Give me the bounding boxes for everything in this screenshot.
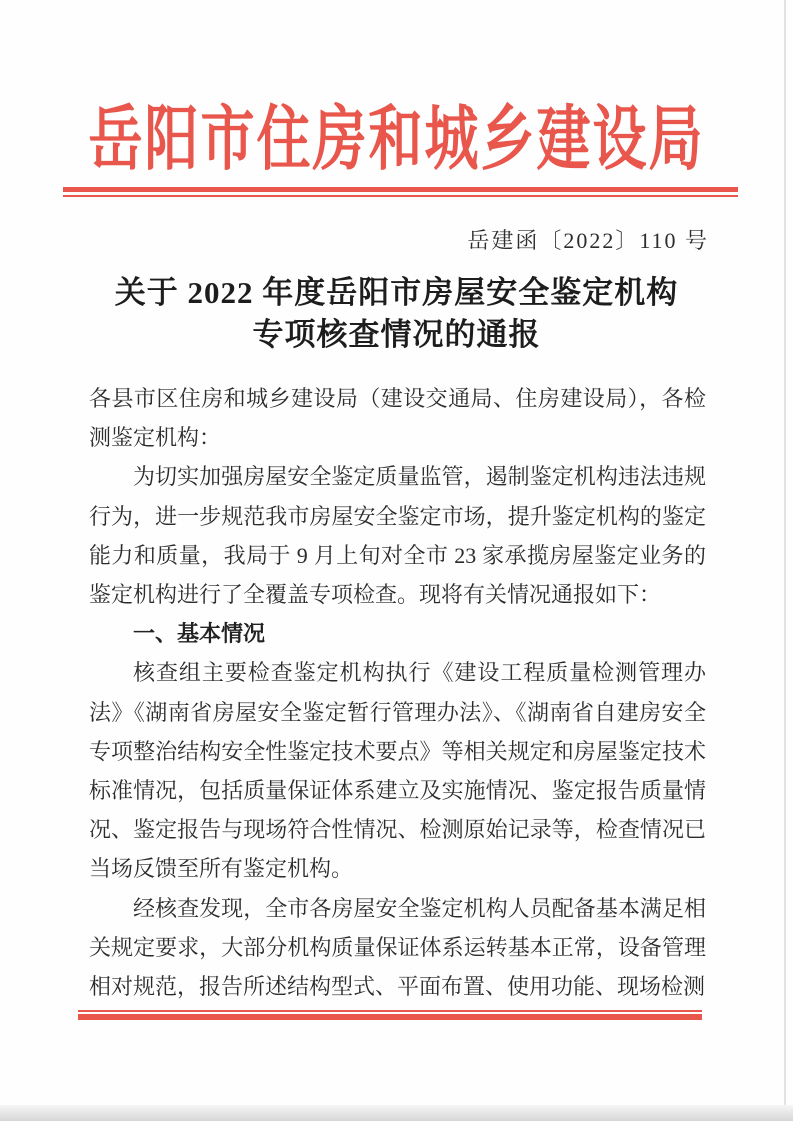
page-edge-shadow-bottom (0, 1105, 793, 1121)
document-body (89, 379, 706, 1006)
salutation: 各县市区住房和城乡建设局（建设交通局、住房建设局），各检测鉴定机构： (89, 386, 706, 451)
document-title-line2: 专项核查情况的通报 (252, 317, 541, 352)
page-edge-shadow-right (784, 0, 786, 1121)
document-title (0, 272, 793, 356)
paragraph-intro: 为切实加强房屋安全鉴定质量监管，遏制鉴定机构违法违规行为，进一步规范我市房屋安全鉴定市场，提升鉴定机构的鉴定能力和质量，我局于 9 月上旬对全市 23 家承揽房屋鉴定业务的鉴定机构进行了全覆盖专项检查。现将有关情况通报如下： (89, 464, 706, 608)
document-number: 岳建函〔2022〕110 号 (467, 228, 709, 253)
letterhead-agency-name: 岳阳市住房和城乡建设局 (88, 100, 705, 179)
paragraph-inspection-scope: 核查组主要检查鉴定机构执行《建设工程质量检测管理办法》《湖南省房屋安全鉴定暂行管理办法》、《湖南省自建房安全专项整治结构安全性鉴定技术要点》等相关规定和房屋鉴定技术标准情况，包括质量保证体系建立及实施情况、鉴定报告质量情况、鉴定报告与现场符合性情况、检测原始记录等，检查情况已当场反馈至所有鉴定机构。 (89, 660, 706, 882)
section-heading-basic-situation: 一、基本情况 (133, 621, 266, 647)
letterhead-divider (63, 187, 738, 197)
paragraph-findings: 经核查发现，全市各房屋安全鉴定机构人员配备基本满足相关规定要求，大部分机构质量保证体系运转基本正常，设备管理相对规范，报告所述结构型式、平面布置、使用功能、现场检测 (89, 895, 706, 1000)
document-title-line1: 关于 2022 年度岳阳市房屋安全鉴定机构 (114, 275, 679, 310)
footer-divider (78, 1010, 702, 1020)
